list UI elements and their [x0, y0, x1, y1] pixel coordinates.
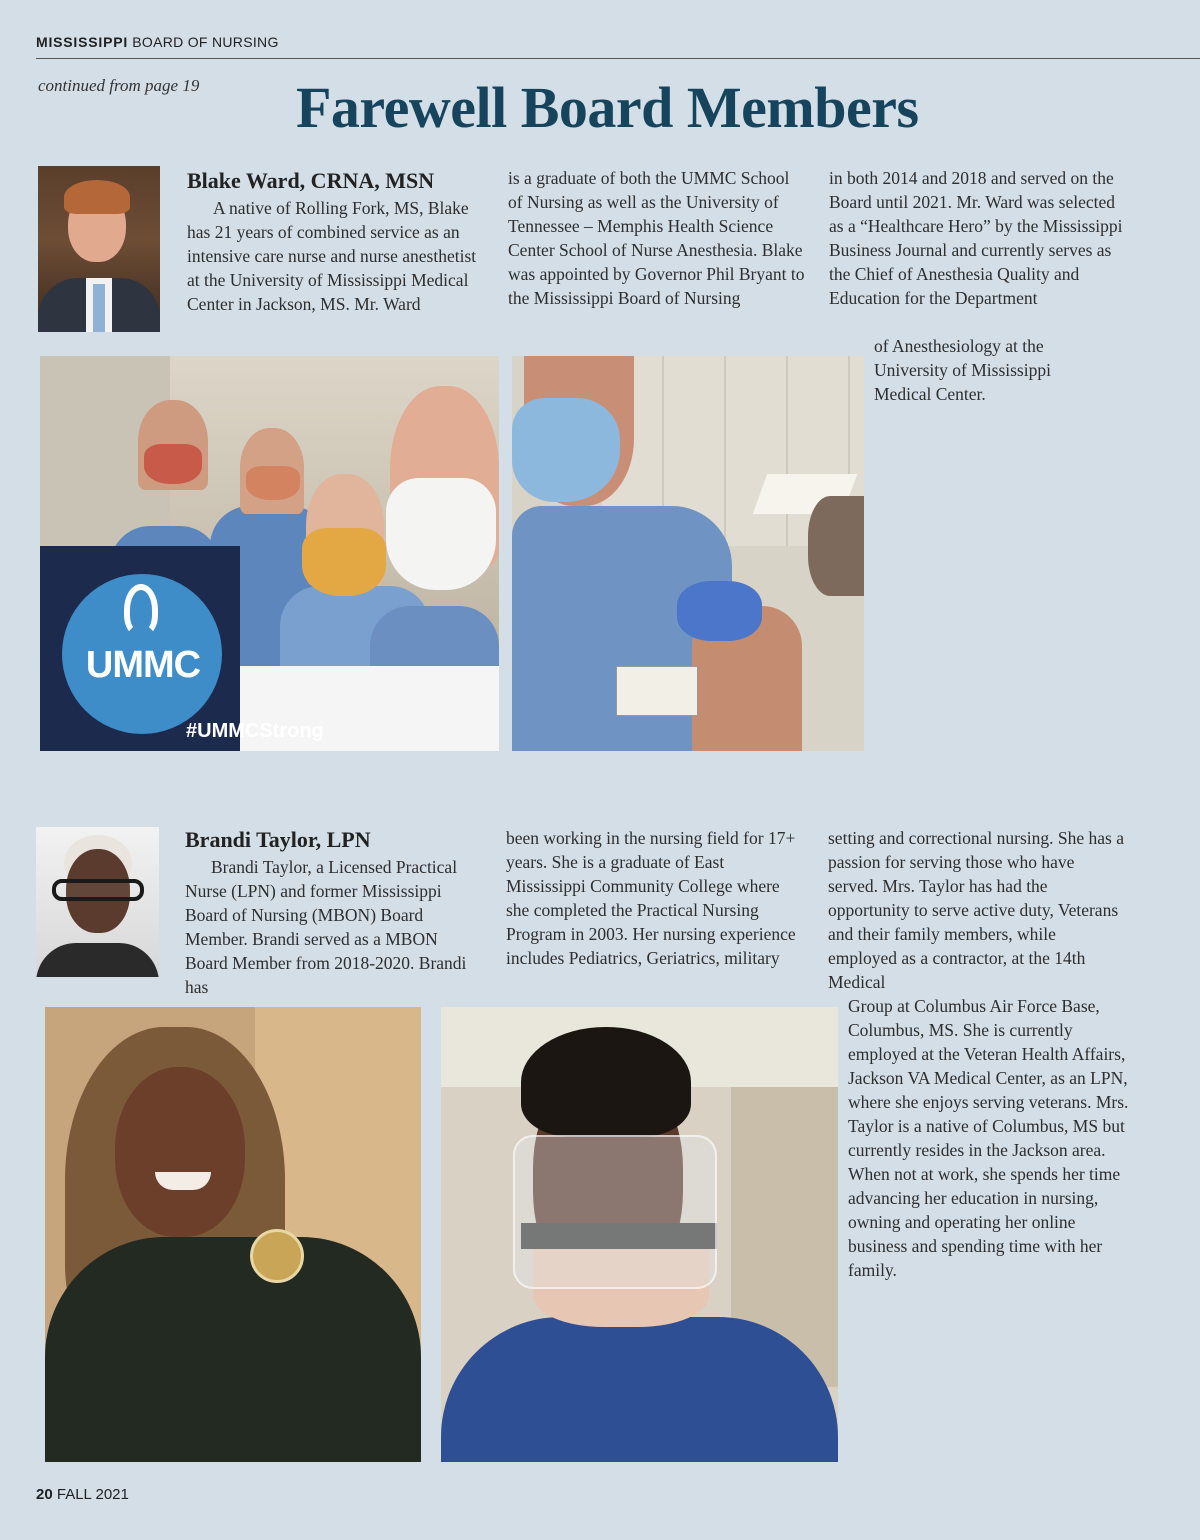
blake-text-2: is a graduate of both the UMMC School of Nursing as well as the University of Tennessee – Memphis Health Science Center School of Nurse Anesthesia. Blake was appointed by Governor Phil Bryant to the Mississippi Board of Nursing	[508, 168, 805, 308]
brandi-ppe-photo	[441, 1007, 838, 1462]
issue-label: FALL 2021	[56, 1486, 129, 1503]
continued-note: continued from page 19	[38, 76, 200, 95]
brandi-column-2	[506, 826, 796, 970]
blake-text-3b: of Anesthesiology at the University of Mississippi Medical Center.	[874, 336, 1051, 404]
brandi-text-3: setting and correctional nursing. She has a passion for serving those who have served. Mrs. Taylor has had the opportunity to serve active duty, Veterans and their family members, while employed as a contractor, at the 14th Medical	[828, 828, 1124, 992]
brandi-portrait	[36, 827, 159, 977]
vaccine-photo	[512, 356, 864, 751]
header-rule	[36, 58, 1200, 59]
brandi-text-1: Brandi Taylor, a Licensed Practical Nurse (LPN) and former Mississippi Board of Nursing (MBON) Board Member. Brandi served as a MBON Board Member from 2018-2020. Brandi has	[185, 857, 467, 997]
brandi-column-3	[828, 826, 1128, 994]
blake-portrait	[38, 166, 160, 332]
publication-header	[36, 34, 279, 50]
blake-text-3: in both 2014 and 2018 and served on the Board until 2021. Mr. Ward was selected as a “Healthcare Hero” by the Mississippi Business Journal and currently serves as the Chief of Anesthesia Quality and Education for the Department	[829, 168, 1123, 308]
page-title: Farewell Board Members	[296, 75, 919, 140]
page-footer	[36, 1486, 129, 1503]
brandi-text-3b: Group at Columbus Air Force Base, Columbus, MS. She is currently employed at the Veteran Health Affairs, Jackson VA Medical Center, as an LPN, where she enjoys serving veterans. Mrs. Taylor is a native of Columbus, MS but currently resides in the Jackson area. When not at work, she spends her time advancing her education in nursing, owning and operating her online business and spending time with her family.	[848, 996, 1129, 1280]
page-number: 20	[36, 1486, 53, 1503]
ummc-team-photo	[40, 356, 499, 751]
blake-column-3	[829, 166, 1129, 310]
blake-text-1: A native of Rolling Fork, MS, Blake has 21 years of combined service as an intensive care nurse and nurse anesthetist at the University of Mississippi Medical Center in Jackson, MS. Mr. Ward	[187, 198, 477, 314]
brandi-column-3b	[848, 994, 1138, 1282]
header-org-bold: MISSISSIPPI	[36, 34, 129, 50]
id-badge	[616, 666, 698, 716]
photo-hashtag: #UMMCStrong	[186, 720, 324, 742]
brandi-name: Brandi Taylor, LPN	[185, 827, 371, 852]
header-org-rest: BOARD OF NURSING	[132, 34, 279, 50]
face-shield	[513, 1135, 717, 1289]
brandi-text-2: been working in the nursing field for 17+ years. She is a graduate of East Mississippi Community College where she completed the Practical Nursing Program in 2003. Her nursing experience includes Pediatrics, Geriatrics, military	[506, 828, 796, 968]
glasses-icon	[52, 879, 144, 901]
ummc-leaf-icon	[124, 584, 158, 636]
brandi-column-1	[185, 827, 475, 999]
blake-column-1	[187, 168, 477, 316]
blake-column-2	[508, 166, 808, 310]
shirt-emblem-icon	[250, 1229, 304, 1283]
brandi-smiling-photo	[45, 1007, 421, 1462]
blake-name: Blake Ward, CRNA, MSN	[187, 168, 435, 193]
blake-column-3b	[874, 334, 1104, 406]
ummc-logo-text: UMMC	[85, 644, 201, 686]
